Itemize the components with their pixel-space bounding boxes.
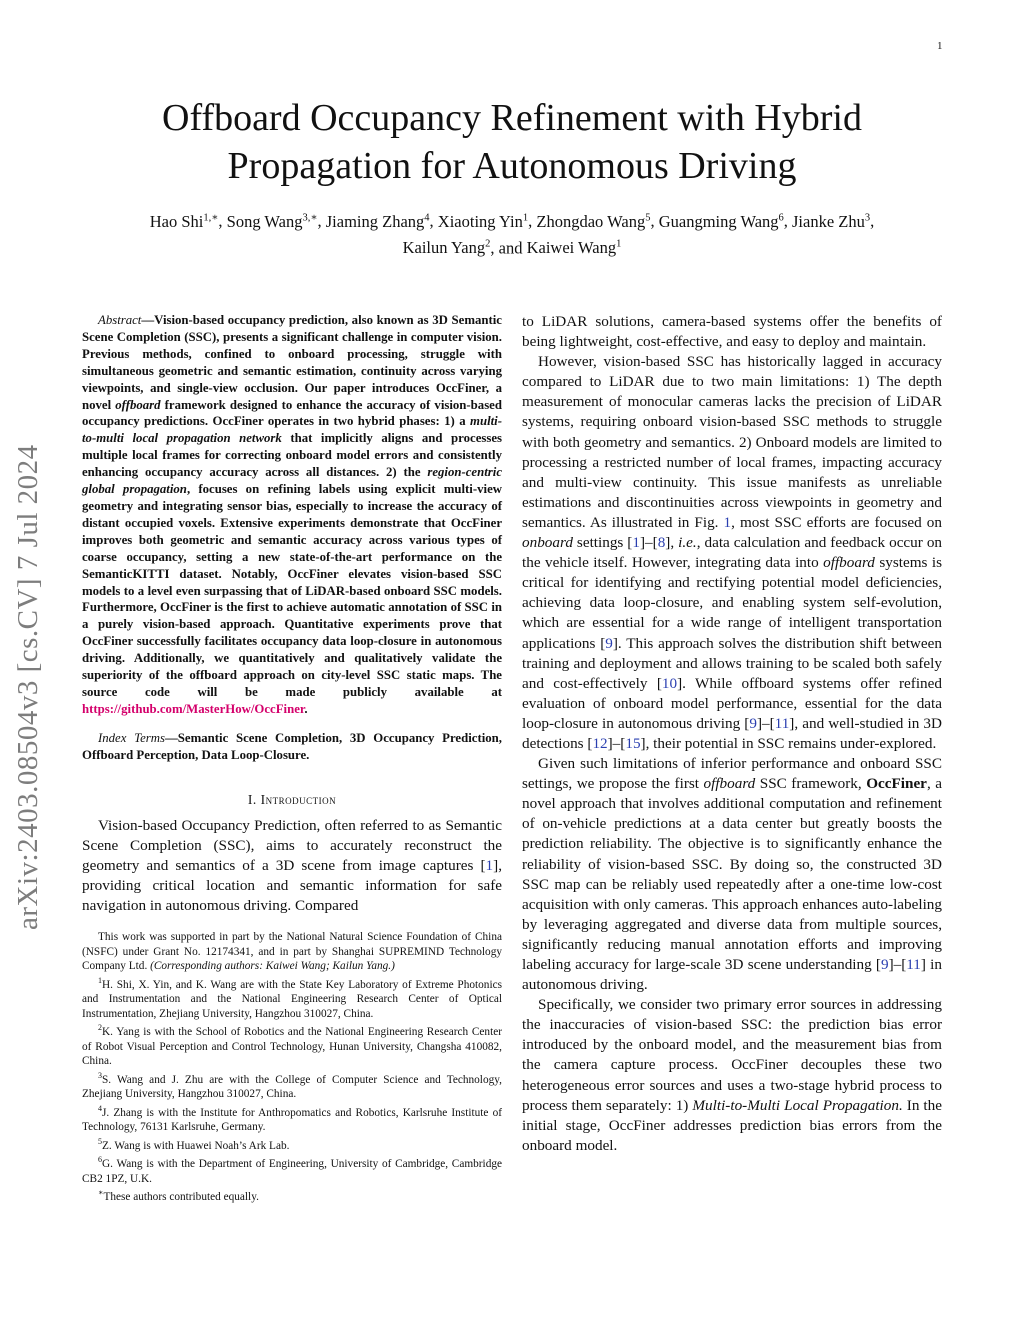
author: Zhongdao Wang$^5$ bbox=[536, 211, 651, 231]
citation-link[interactable]: 9 bbox=[605, 634, 613, 652]
affiliation-note: $^6$G. Wang is with the Department of Engineering, University of Cambridge, Cambridge CB2 1PZ, U.K. bbox=[82, 1155, 502, 1185]
citation-link[interactable]: 8 bbox=[657, 534, 666, 552]
affiliation-note: $^2$K. Yang is with the School of Robotics and the National Engineering Research Center of Robot Visual Perception and Control Technology, Hunan University, Changsha 410082, China. bbox=[82, 1023, 502, 1068]
affiliation-note: $^5$Z. Wang is with Huawei Noah’s Ark Lab. bbox=[98, 1136, 290, 1152]
introduction-text: Vision-based Occupancy Prediction, often referred to as Semantic Scene Completion (SSC), aims to accurately reconstruct the geometry and semantics of a 3D scene from image captures [1], providing critical location and semantic information for safe navigation in autonomous driving. Compared bbox=[82, 816, 502, 914]
author: Hao Shi$^{1,∗}$ bbox=[149, 211, 219, 231]
citation-link[interactable]: 11 bbox=[774, 714, 790, 732]
paragraph: Specifically, we consider two primary error sources in addressing the inaccuracies of vision-based SSC: the prediction bias error introduced by the onboard model, and the measurement bias from the camera capture process. OccFiner decouples these two heterogeneous error sources and uses a two-stage hybrid process to process them separately: 1) Multi-to-Multi Local Propagation. In the initial stage, OccFiner addresses prediction bias errors from the onboard model. bbox=[522, 996, 942, 1154]
index-terms: Index Terms—Semantic Scene Completion, 3D Occupancy Prediction, Offboard Perception, Data Loop-Closure. bbox=[82, 730, 502, 762]
left-column bbox=[82, 312, 502, 1204]
equal-contribution-note: ∗These authors contributed equally. bbox=[98, 1188, 259, 1203]
title-line-1: Offboard Occupancy Refinement with Hybrid bbox=[162, 97, 862, 139]
paragraph: However, vision-based SSC has historically lagged in accuracy compared to LiDAR due to two main limitations: 1) The depth measurement of monocular cameras lacks the precision of LiDAR systems, requiring onboard vision-based SSC methods to struggle with both geometry and semantics. 2) Onboard models are limited to processing a restricted number of local frames, impacting accuracy and multi-view continuity. This issue manifests as unreliable estimations and discontinuities across viewpoints in geometry and semantics. As illustrated in Fig. 1, most SSC efforts are focused on onboard settings [1]–[8], i.e., data calculation and feedback occur on the vehicle itself. However, integrating data into offboard systems is critical for identifying and rectifying potential model deficiencies, achieving data loop-closure, and enabling system self-evolution, which are essential for a wide range of intelligent transportation applications [9]. This approach solves the distribution shift between training and deployment and allows training to be scaled both safely and cost-effectively [10]. While offboard systems offer refined evaluation of onboard model performance, essential for the data loop-closure in autonomous driving [9]–[11], and well-studied in 3D detections [12]–[15], their potential in SSC remains under-explored. bbox=[522, 353, 943, 752]
paragraph: to LiDAR solutions, camera-based systems offer the benefits of being lightweight, cost-effective, and easy to deploy and maintain. bbox=[522, 313, 942, 351]
affiliation-note: $^3$S. Wang and J. Zhu are with the College of Computer Science and Technology, Zhejiang University, Hangzhou 310027, China. bbox=[82, 1070, 502, 1101]
abstract: Abstract—Vision-based occupancy prediction, also known as 3D Semantic Scene Completion (SSC), presents a significant challenge in computer vision. Previous methods, confined to onboard processing, struggle with simultaneous geometric and semantic estimation, continuity across varying viewpoints, and single-view occlusion. Our paper introduces OccFiner, a novel offboard framework designed to enhance the accuracy of vision-based occupancy predictions. OccFiner operates in two hybrid phases: 1) a multi-to-multi local propagation network that implicitly aligns and processes multiple local frames for correcting onboard model errors and consistently enhancing occupancy accuracy across all distances. 2) the region-centric global propagation, focuses on refining labels using explicit multi-view geometry and integrating sensor bias, especially to increase the accuracy of distant occupied voxels. Extensive experiments demonstrate that OccFiner improves both geometric and semantic accuracy across various types of coarse occupancy, setting a new state-of-the-art performance on the SemanticKITTI dataset. Notably, OccFiner elevates vision-based SSC models to a level even surpassing that of LiDAR-based onboard SSC models. Furthermore, OccFiner is the first to achieve automatic annotation of SSC in a purely vision-based approach. Quantitative experiments prove that OccFiner successfully facilitates occupancy data loop-closure in autonomous driving. Additionally, we quantitatively and qualitatively validate the superiority of the offboard approach on city-level SSC static maps. The source code will be made publicly available at https://github.com/MasterHow/OccFiner. Index Terms—Semantic Scene Completion, 3D Occupancy Prediction, Offboard Perception, Data Loop-Closure. bbox=[82, 313, 502, 762]
citation-link[interactable]: 1 bbox=[485, 856, 494, 874]
citation-link[interactable]: 9 bbox=[880, 956, 889, 973]
author: Guangming Wang$^6$ bbox=[658, 211, 784, 231]
footnotes bbox=[82, 930, 502, 1204]
citation-link[interactable]: 11 bbox=[906, 956, 921, 973]
citation-link[interactable]: 15 bbox=[625, 734, 641, 752]
affiliation-note: $^4$J. Zhang is with the Institute for Anthropomatics and Robotics, Karlsruhe Institute of Technology, 76131 Karlsruhe, Germany. bbox=[82, 1103, 502, 1134]
citation-link[interactable]: 9 bbox=[749, 714, 757, 732]
author: Jiaming Zhang$^4$ bbox=[325, 211, 430, 231]
page-number: 1 bbox=[937, 40, 943, 52]
affiliation-note: $^1$H. Shi, X. Yin, and K. Wang are with the State Key Laboratory of Extreme Photonics and Instrumentation and the National Engineering Research Center of Optical Instrumentation, Zhejiang University, Hangzhou 310027, China. bbox=[82, 975, 502, 1020]
section-heading-introduction: I. Introduction bbox=[247, 791, 337, 807]
paper-title bbox=[100, 94, 924, 190]
author: Kailun Yang$^2$ bbox=[402, 238, 491, 257]
title-line-2: Propagation for Autonomous Driving bbox=[227, 145, 797, 187]
citation-link[interactable]: 1 bbox=[632, 534, 640, 552]
right-column bbox=[522, 312, 942, 1156]
author: Jianke Zhu$^3$ bbox=[792, 211, 871, 231]
author: Song Wang$^{3,∗}$ bbox=[226, 211, 318, 231]
arxiv-identifier: arXiv:2403.08504v3 [cs.CV] 7 Jul 2024 bbox=[12, 444, 44, 930]
citation-link[interactable]: 10 bbox=[661, 674, 678, 692]
funding-note: This work was supported in part by the National Natural Science Foundation of China (NSFC) under Grant No. 12174341, and in part by Shanghai SUPREMIND Technology Company Ltd. (Corresponding authors: Kaiwei Wang; Kailun Yang.) bbox=[82, 931, 502, 973]
figure-link[interactable]: 1 bbox=[723, 513, 732, 531]
paragraph: Given such limitations of inferior performance and onboard SSC settings, we propose the first offboard SSC framework, OccFiner, a novel approach that involves additional computation and refinement of on-vehicle predictions at a data center but greatly boosts the prediction reliability. The objective is to significantly enhance the reliability of vision-based SSC. By doing so, the constructed 3D SSC map can be reliably used repeatedly after a one-time low-cost acquisition with only cameras. This approach enhances auto-labeling by leveraging aggregated and diverse data from multiple sources, significantly reducing manual annotation efforts and improving labeling accuracy for large-scale 3D scene understanding [9]–[11] in autonomous driving. bbox=[522, 755, 942, 994]
author: Kaiwei Wang$^1$ bbox=[526, 238, 622, 257]
source-code-link[interactable]: https://github.com/MasterHow/OccFiner bbox=[82, 701, 305, 716]
author: Xiaoting Yin$^1$ bbox=[437, 211, 529, 231]
author-list: Hao Shi$^{1,∗}$, Song Wang$^{3,∗}$, Jiaming Zhang$^4$, Xiaoting Yin$^1$, Zhongdao Wang$^5$, Guangming Wang$^6$, Jianke Zhu$^3$, Kailun Yang$^2$, and Kaiwei Wang$^1$ bbox=[149, 211, 875, 257]
citation-link[interactable]: 12 bbox=[592, 734, 608, 752]
